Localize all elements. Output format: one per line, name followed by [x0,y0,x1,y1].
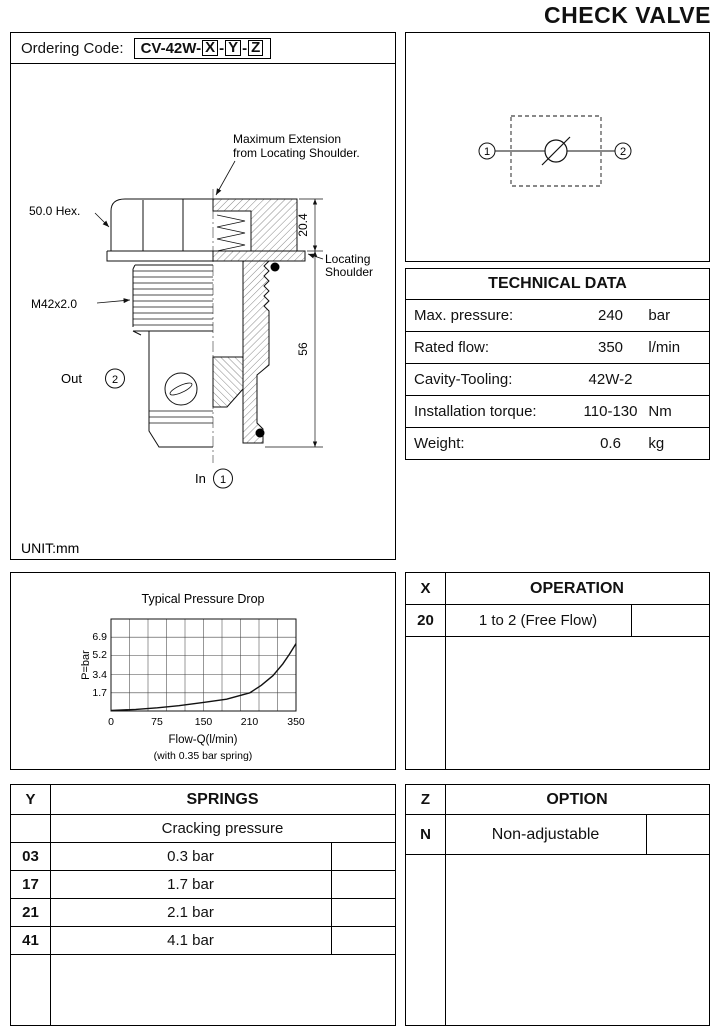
ordering-code-label: Ordering Code: [21,39,124,57]
table-row [406,605,709,637]
table-row [406,300,709,332]
ordering-code-box [134,38,272,59]
table-row [11,927,395,955]
ordering-code-z: Z [248,40,263,56]
o-ring-bottom [256,429,265,438]
column-divider [50,785,51,1025]
check-valve-symbol-svg [406,33,709,261]
unit-label: UNIT:mm [21,540,80,556]
drawing-panel [10,32,396,560]
hex-label: 50.0 Hex. [29,204,81,218]
ytick: 6.9 [92,631,107,643]
table-row [406,364,709,396]
option-key-header: Z [420,791,431,808]
tech-value: 0.6 [600,435,621,452]
operation-row-key: 20 [417,612,434,629]
springs-key-header: Y [25,791,36,808]
max-extension-note-line2: from Locating Shoulder. [233,146,360,160]
ordering-code-sep: - [242,39,248,57]
tech-label: Installation torque: [414,403,537,420]
cell-divider [646,815,647,855]
ordering-code-x: X [202,40,218,56]
tech-label: Cavity-Tooling: [414,371,513,388]
locating-shoulder-label-line2: Shoulder [325,265,374,279]
tech-unit: l/min [648,339,681,356]
port-1-number: 1 [219,474,227,486]
springs-title: SPRINGS [186,790,259,808]
cross-hole [165,373,197,405]
option-title: OPTION [546,790,608,808]
thread-label: M42x2.0 [31,297,78,311]
chart-grid [111,619,296,711]
springs-table [10,784,396,1026]
poppet [213,357,243,407]
locating-shoulder-washer [213,251,305,261]
chart-panel [10,572,396,770]
spring-code: 21 [22,904,39,921]
tech-unit: kg [648,435,665,452]
dim-56: 56 [296,342,310,356]
springs-subtitle: Cracking pressure [161,820,284,837]
ordering-code-sep: - [219,39,225,57]
tech-value: 42W-2 [588,371,633,388]
symbol-panel [405,32,710,262]
ordering-code-row [11,33,395,64]
cell-divider [631,605,632,637]
chart-caption: (with 0.35 bar spring) [153,750,253,762]
valve-drawing-svg [11,63,397,561]
spring-code: 03 [22,848,39,865]
locating-shoulder-label-line1: Locating [325,252,371,266]
operation-row-value: 1 to 2 (Free Flow) [478,612,598,629]
technical-data-panel [405,268,710,460]
spring-pressure: 0.3 bar [167,848,214,865]
table-header-row [406,785,709,815]
tech-label: Rated flow: [414,339,490,356]
table-row [406,332,709,364]
option-row-value: Non-adjustable [491,825,600,843]
xtick: 150 [194,716,213,728]
port-2-number: 2 [111,374,119,386]
spring-pressure: 2.1 bar [167,904,214,921]
valve-section-view [213,199,305,443]
valve-external-view [107,199,213,447]
table-row [406,815,709,855]
y-axis-label: P=bar [80,650,92,680]
chart-title: Typical Pressure Drop [141,592,265,606]
table-row [406,428,709,459]
option-row-key: N [420,826,431,843]
operation-key-header: X [420,580,431,597]
column-divider [445,573,446,769]
table-row [11,899,395,927]
symbol-port-1: 1 [483,146,491,158]
table-header-row [11,785,395,815]
x-axis-label: Flow-Q(l/min) [168,734,238,746]
symbol-port-2: 2 [619,146,627,158]
table-subheader-row [11,815,395,843]
ordering-code-y: Y [225,40,241,56]
xtick: 210 [240,716,259,728]
ytick: 1.7 [92,687,107,699]
out-label: Out [61,371,82,386]
max-extension-note-line1: Maximum Extension [233,132,342,146]
column-divider [445,785,446,1025]
spring-pressure: 1.7 bar [167,876,214,893]
tech-unit: Nm [648,403,672,420]
tech-value: 110-130 [583,403,638,420]
operation-table [405,572,710,770]
xtick: 350 [287,716,305,728]
in-label: In [195,471,206,486]
table-row [406,396,709,428]
pressure-drop-chart-svg [11,573,395,769]
xtick: 75 [151,716,163,728]
table-row [11,871,395,899]
o-ring-top [271,263,280,272]
tech-value: 350 [598,339,624,356]
ordering-code-prefix: CV-42W- [140,39,202,57]
page-title: CHECK VALVE [544,2,711,28]
operation-title: OPERATION [530,579,624,597]
option-table [405,784,710,1026]
dim-20-4: 20.4 [296,213,310,237]
table-header-row [406,573,709,605]
spring-pressure: 4.1 bar [167,932,214,949]
ytick: 3.4 [92,669,107,681]
tech-label: Weight: [414,435,465,452]
tech-label: Max. pressure: [414,307,514,324]
tech-value: 240 [598,307,624,324]
tech-unit: bar [648,307,671,324]
table-row [11,843,395,871]
ytick: 5.2 [92,649,107,661]
cell-divider [331,843,332,955]
spring-code: 41 [22,932,39,949]
technical-data-title: TECHNICAL DATA [406,269,709,300]
spring [217,215,245,251]
xtick: 0 [108,716,114,728]
spring-code: 17 [22,876,39,893]
